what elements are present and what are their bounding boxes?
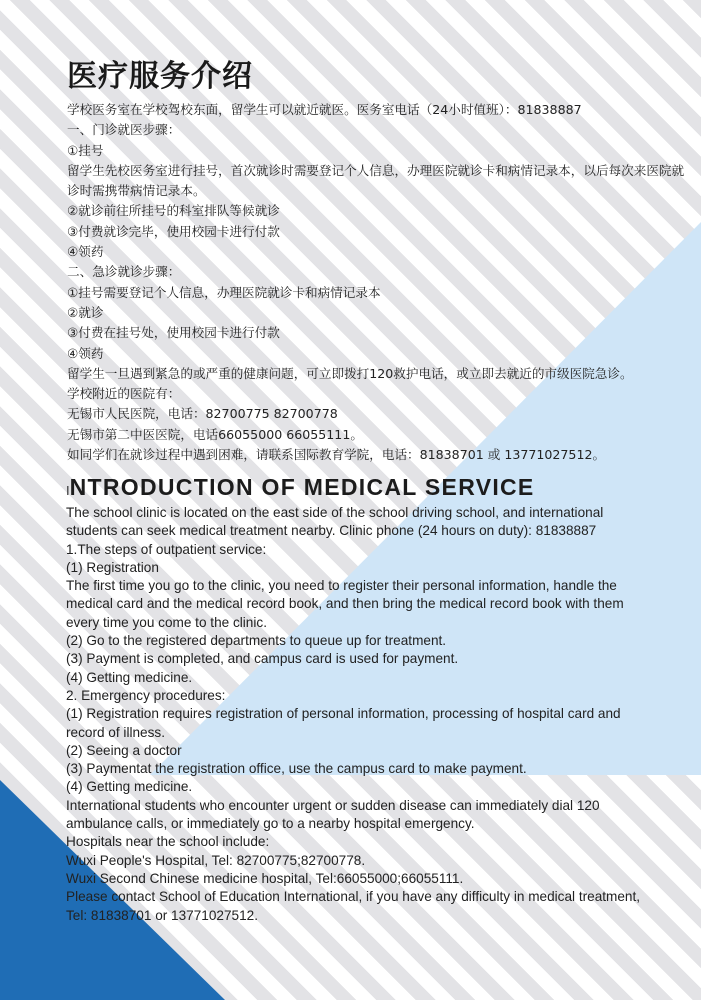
cn-line: ①挂号需要登记个人信息，办理医院就诊卡和病情记录本 <box>67 284 381 300</box>
en-line: 1.The steps of outpatient service: <box>66 541 267 557</box>
cn-line: ②就诊 <box>67 304 104 320</box>
cn-line: ④领药 <box>67 345 104 361</box>
cn-line: ③付费在挂号处，使用校园卡进行付款 <box>67 325 280 341</box>
cn-line: 留学生一旦遇到紧急的或严重的健康问题，可立即拨打120救护电话，或立即去就近的市级医院急诊。 <box>67 365 633 381</box>
cn-line: 学校附近的医院有： <box>67 386 181 402</box>
en-line: (1) Registration requires registration of personal information, processing of hospital card and record of illness. <box>66 706 621 740</box>
en-line: (4) Getting medicine. <box>66 779 193 795</box>
en-line: International students who encounter urgent or sudden disease can immediately dial 120 ambulance calls, or immediately go to a nearby hospital emergency. <box>66 797 600 832</box>
cn-line: 如同学们在就诊过程中遇到困难，请联系国际教育学院，电话：81838701 或 13771027512。 <box>67 447 606 463</box>
cn-line: 二、急诊就诊步骤： <box>67 264 181 280</box>
chinese-title: 医疗服务介绍 <box>67 59 253 94</box>
en-line: Hospitals near the school include: <box>66 834 270 850</box>
en-line: (2) Go to the registered departments to queue up for treatment. <box>66 633 447 649</box>
en-line: The school clinic is located on the east side of the school driving school, and international students can seek medical treatment nearby. Clinic phone (24 hours on duty): 81838887 <box>66 505 604 539</box>
cn-line: 无锡市第二中医医院，电话66055000 66055111。 <box>67 426 363 442</box>
english-title-prefix: I <box>66 483 70 498</box>
en-line: Please contact School of Education International, if you have any difficulty in medical treatment, Tel: 81838701 or 13771027512. <box>66 889 641 923</box>
english-body <box>66 504 656 925</box>
en-line: The first time you go to the clinic, you need to register their personal information, handle the medical card and the medical record book, and then bring the medical record book with them every time you come to the clinic. <box>66 578 624 630</box>
en-line: 2. Emergency procedures: <box>66 687 226 703</box>
english-title <box>66 472 535 506</box>
en-line: Wuxi Second Chinese medicine hospital, Tel:66055000;66055111. <box>66 870 464 886</box>
english-title-text: NTRODUCTION OF MEDICAL SERVICE <box>69 474 535 500</box>
en-line: (4) Getting medicine. <box>66 669 193 685</box>
chinese-body <box>67 100 687 465</box>
en-line: (2) Seeing a doctor <box>66 742 182 758</box>
en-line: (1) Registration <box>66 559 159 575</box>
cn-line: ②就诊前往所挂号的科室排队等候就诊 <box>67 203 280 219</box>
cn-line: 留学生先校医务室进行挂号，首次就诊时需要登记个人信息，办理医院就诊卡和病情记录本，以后每次来医院就诊时需携带病情记录本。 <box>67 162 685 199</box>
cn-line: 学校医务室在学校驾校东面，留学生可以就近就医。医务室电话（24小时值班）：81838887 <box>67 102 582 117</box>
cn-line: ①挂号 <box>67 142 104 158</box>
cn-line: 无锡市人民医院，电话：82700775 82700778 <box>67 406 338 422</box>
en-line: Wuxi People's Hospital, Tel: 82700775;82700778. <box>66 852 366 868</box>
en-line: (3) Payment is completed, and campus card is used for payment. <box>66 651 459 667</box>
en-line: (3) Paymentat the registration office, use the campus card to make payment. <box>66 761 527 777</box>
cn-line: ④领药 <box>67 244 104 260</box>
cn-line: ③付费就诊完毕，使用校园卡进行付款 <box>67 223 280 239</box>
cn-line: 一、门诊就医步骤： <box>67 122 181 138</box>
